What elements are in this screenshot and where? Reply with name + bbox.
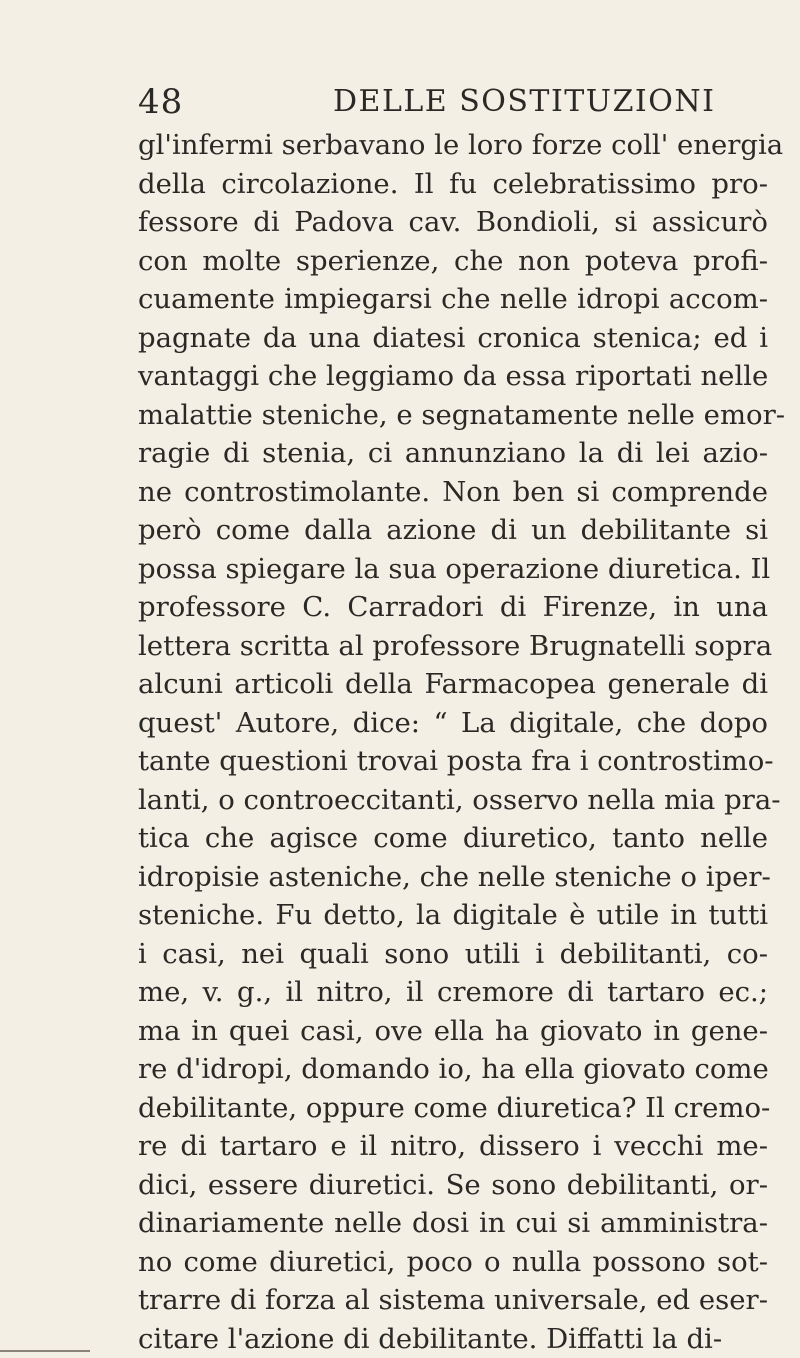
text-line: dinariamente nelle dosi in cui si amministra-	[138, 1204, 768, 1243]
text-line: ragie di stenia, ci annunziano la di lei azio-	[138, 434, 768, 473]
text-line: citare l'azione di debilitante. Diffatti la di-	[138, 1320, 768, 1358]
text-line: tante questioni trovai posta fra i controstimo-	[138, 742, 768, 781]
text-line: possa spiegare la sua operazione diuretica. Il	[138, 550, 768, 589]
text-line: gl'infermi serbavano le loro forze coll' energia	[138, 126, 768, 165]
text-line: i casi, nei quali sono utili i debilitanti, co-	[138, 935, 768, 974]
text-line: ma in quei casi, ove ella ha giovato in gene-	[138, 1012, 768, 1051]
text-line: però come dalla azione di un debilitante si	[138, 511, 768, 550]
body-text	[138, 126, 768, 1358]
text-line: lanti, o controeccitanti, osservo nella mia pra-	[138, 781, 768, 820]
text-line: idropisie asteniche, che nelle steniche o iper-	[138, 858, 768, 897]
text-line: steniche. Fu detto, la digitale è utile in tutti	[138, 896, 768, 935]
text-line: malattie steniche, e segnatamente nelle emor-	[138, 396, 768, 435]
page-edge-mark	[0, 1350, 90, 1352]
text-line: re d'idropi, domando io, ha ella giovato come	[138, 1050, 768, 1089]
text-line: debilitante, oppure come diuretica? Il cremo-	[138, 1089, 768, 1128]
text-line: ne controstimolante. Non ben si comprende	[138, 473, 768, 512]
text-line: trarre di forza al sistema universale, ed eser-	[138, 1281, 768, 1320]
text-line: lettera scritta al professore Brugnatelli sopra	[138, 627, 768, 666]
page-header	[138, 80, 768, 124]
page-number: 48	[138, 80, 183, 124]
text-line: alcuni articoli della Farmacopea generale di	[138, 665, 768, 704]
text-line: vantaggi che leggiamo da essa riportati nelle	[138, 357, 768, 396]
text-line: pagnate da una diatesi cronica stenica; ed i	[138, 319, 768, 358]
running-head: DELLE SOSTITUZIONI	[333, 80, 715, 124]
text-line: dici, essere diuretici. Se sono debilitanti, or-	[138, 1166, 768, 1205]
text-line: quest' Autore, dice: “ La digitale, che dopo	[138, 704, 768, 743]
text-line: cuamente impiegarsi che nelle idropi accom-	[138, 280, 768, 319]
text-line: della circolazione. Il fu celebratissimo pro-	[138, 165, 768, 204]
text-line: me, v. g., il nitro, il cremore di tartaro ec.;	[138, 973, 768, 1012]
text-line: fessore di Padova cav. Bondioli, si assicurò	[138, 203, 768, 242]
text-line: re di tartaro e il nitro, dissero i vecchi me-	[138, 1127, 768, 1166]
text-line: tica che agisce come diuretico, tanto nelle	[138, 819, 768, 858]
text-line: no come diuretici, poco o nulla possono sot-	[138, 1243, 768, 1282]
text-line: professore C. Carradori di Firenze, in una	[138, 588, 768, 627]
text-line: con molte sperienze, che non poteva profi-	[138, 242, 768, 281]
